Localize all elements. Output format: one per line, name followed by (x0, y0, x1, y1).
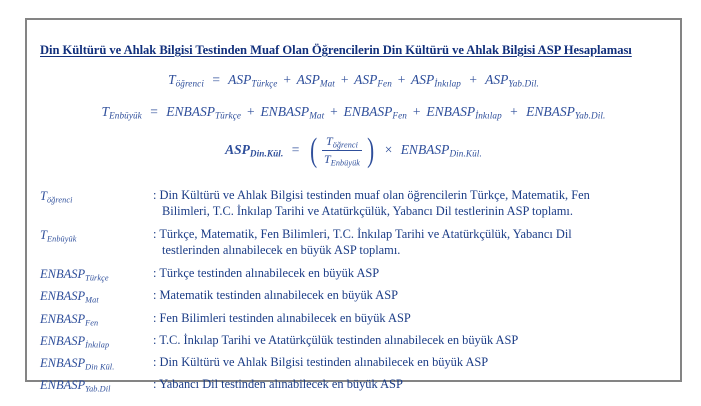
definition-row-t-enbuyuk (40, 227, 676, 258)
formula1-lhs: Töğrenci (168, 72, 204, 89)
formula1-term-0: ASPTürkçe (228, 72, 278, 89)
formula2-lhs: TEnbüyük (101, 103, 142, 121)
formula1-term-3: ASPİnkılap (411, 72, 461, 89)
formula1-equals: = (212, 72, 220, 87)
formula3-rhs: ENBASPDin.Kül. (400, 142, 482, 159)
formula1-term-1: ASPMat (296, 72, 335, 89)
definition-description: : Din Kültürü ve Ahlak Bilgisi testinden muaf olan öğrencilerin Türkçe, Matematik, Fen Bilimleri, T.C. İnkılap Tarihi ve Atatürkçülük, Yabancı Dil testlerinin ASP toplamı. (153, 188, 590, 218)
definition-row-enbasp-inkilap (40, 333, 676, 349)
definition-row-enbasp-din-kul (40, 355, 676, 371)
definition-term: Töğrenci (40, 189, 73, 205)
definition-description: : Matematik testinden alınabilecek en büyük ASP (153, 288, 399, 303)
formula2-term-3: ENBASPİnkılap (426, 103, 502, 121)
definition-description: : T.C. İnkılap Tarihi ve Atatürkçülük testinden alınabilecek en büyük ASP (153, 332, 519, 347)
definition-row-t-ogrenci (40, 188, 676, 219)
definition-description: : Fen Bilimleri testinden alınabilecek en büyük ASP (153, 310, 411, 325)
definition-description: : Türkçe, Matematik, Fen Bilimleri, T.C. İnkılap Tarihi ve Atatürkçülük, Yabancı Dil testlerinden alınabilecek en büyük ASP toplamı. (153, 227, 572, 257)
formula1-term-4: ASPYab.Dil. (485, 72, 539, 89)
formula2-op-3: + (510, 103, 518, 119)
formula2-term-4: ENBASPYab.Dil. (526, 103, 606, 121)
definition-term: ENBASPİnkılap (40, 333, 110, 350)
formula1-op-2: + (397, 72, 406, 87)
formula2-op-2: + (412, 103, 421, 119)
formula3-lhs: ASPDin.Kül. (225, 142, 284, 159)
formula2-op-0: + (246, 103, 255, 119)
formula2-equals: = (150, 103, 158, 119)
definition-term: ENBASPTürkçe (40, 267, 109, 283)
fraction-numerator: Töğrenci (322, 134, 362, 151)
formula-document-box (25, 18, 682, 394)
definition-term: TEnbüyük (40, 228, 77, 244)
formula-religion-asp (27, 131, 680, 169)
definition-term: ENBASPDin Kül. (40, 356, 115, 372)
formula-student-total (27, 72, 680, 89)
definition-term: ENBASPMat (40, 289, 99, 305)
paren-open: ( (309, 131, 317, 169)
definition-description: : Yabancı Dil testinden alınabilecek en büyük ASP (153, 377, 403, 392)
formula-max-total (27, 104, 680, 121)
formula2-term-2: ENBASPFen (343, 103, 407, 121)
definition-row-enbasp-yab-dil (40, 377, 676, 393)
definition-row-enbasp-mat (40, 288, 676, 304)
formula2-term-1: ENBASPMat (260, 103, 325, 121)
definitions-list (40, 188, 676, 400)
formula1-op-1: + (340, 72, 349, 87)
definition-description: : Din Kültürü ve Ahlak Bilgisi testinden alınabilecek en büyük ASP (153, 355, 489, 370)
page-title: Din Kültürü ve Ahlak Bilgisi Testinden Muaf Olan Öğrencilerin Din Kültürü ve Ahlak Bilgisi ASP Hesaplaması (40, 43, 632, 57)
formula1-op-0: + (283, 72, 291, 87)
definition-row-enbasp-fen (40, 311, 676, 327)
formula3-fraction-group (308, 131, 377, 169)
formula3-fraction (320, 134, 364, 168)
formula3-equals: = (291, 142, 300, 157)
formula2-term-0: ENBASPTürkçe (166, 103, 242, 121)
formula2-op-1: + (330, 103, 338, 119)
formula3-multiply: × (384, 142, 393, 157)
definition-description: : Türkçe testinden alınabilecek en büyük ASP (153, 266, 380, 280)
formula1-op-3: + (469, 72, 477, 87)
definition-term: ENBASPFen (40, 311, 99, 327)
formula-block (27, 70, 680, 168)
definition-term: ENBASPYab.Dil (40, 378, 111, 394)
fraction-denominator: TEnbüyük (324, 152, 360, 168)
formula1-term-2: ASPFen (354, 72, 392, 89)
paren-close: ) (367, 131, 375, 169)
definition-row-enbasp-turkce (40, 266, 676, 282)
